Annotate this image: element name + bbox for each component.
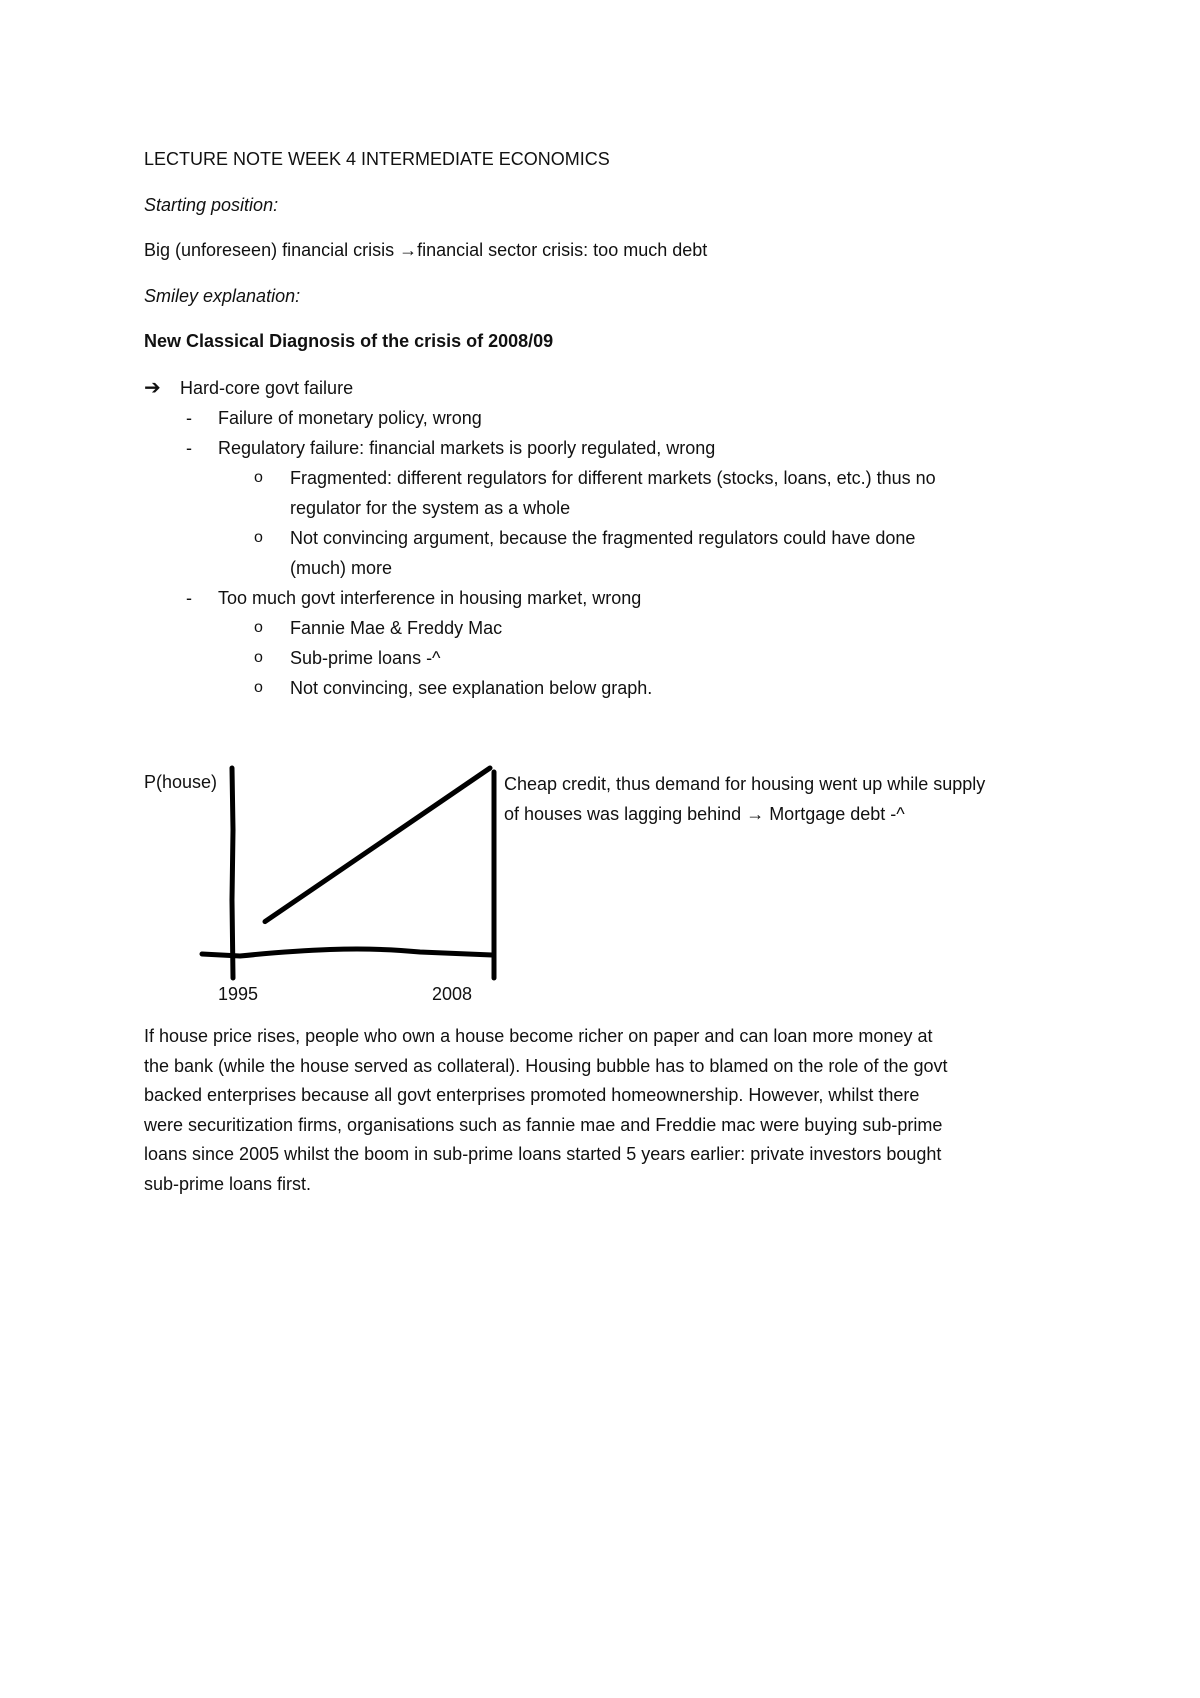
x-tick-label: 2008 [432, 984, 473, 1004]
circle-bullet: o [254, 679, 263, 696]
list-item-text: Fannie Mae & Freddy Mac [290, 618, 503, 638]
list-item-text: Not convincing argument, because the fragmented regulators could have done [290, 528, 916, 548]
list-item-text: Too much govt interference in housing market, wrong [218, 588, 642, 608]
smiley-explanation-label: Smiley explanation: [144, 286, 301, 306]
circle-bullet: o [254, 529, 263, 546]
dash-bullet: - [186, 588, 192, 608]
list-item-text: Not convincing, see explanation below graph. [290, 678, 653, 698]
list-item-text: Sub-prime loans -^ [290, 648, 441, 668]
paragraph-line: loans since 2005 whilst the boom in sub-prime loans started 5 years earlier: private investors bought [144, 1144, 942, 1164]
arrow-bullet-icon: ➔ [144, 377, 161, 399]
dash-bullet: - [186, 408, 192, 428]
price-series-line [265, 768, 490, 922]
right-arrow-icon: → [746, 804, 765, 824]
list-item-text: Fragmented: different regulators for different markets (stocks, loans, etc.) thus no [290, 468, 936, 488]
crisis-text: Big (unforeseen) financial crisis [144, 240, 400, 260]
paragraph-line: sub-prime loans first. [144, 1173, 312, 1194]
y-axis-line [232, 768, 233, 978]
list-item-text: Failure of monetary policy, wrong [218, 408, 482, 428]
section-heading: New Classical Diagnosis of the crisis of 2008/09 [144, 331, 554, 351]
paragraph-line: the bank (while the house served as collateral). Housing bubble has to blamed on the role of the govt [144, 1055, 948, 1076]
list-item-text: Regulatory failure: financial markets is poorly regulated, wrong [218, 438, 716, 458]
annotation-line: Cheap credit, thus demand for housing went up while supply [504, 774, 986, 794]
right-arrow-icon: → [399, 240, 418, 260]
x-axis-line [202, 949, 492, 956]
annotation-text: of houses was lagging behind [504, 804, 747, 824]
circle-bullet: o [254, 649, 263, 666]
annotation-line [504, 799, 985, 829]
paragraph-line: backed enterprises because all govt enterprises promoted homeownership. However, whilst there [144, 1085, 920, 1105]
list-item-text: (much) more [290, 558, 393, 578]
graph-annotation [504, 769, 985, 829]
list-item-text: Hard-core govt failure [180, 378, 354, 398]
starting-position-label: Starting position: [144, 195, 279, 215]
paragraph-line: were securitization firms, organisations such as fannie mae and Freddie mac were buying sub-prime [144, 1114, 943, 1135]
circle-bullet: o [254, 469, 263, 486]
circle-bullet: o [254, 619, 263, 636]
dash-bullet: - [186, 438, 192, 458]
crisis-text-continued: financial sector crisis: too much debt [417, 240, 708, 260]
y-axis-label: P(house) [144, 772, 218, 792]
annotation-text: Mortgage debt -^ [764, 804, 905, 824]
paragraph-line: If house price rises, people who own a house become richer on paper and can loan more money at [144, 1026, 933, 1046]
list-item-text: regulator for the system as a whole [290, 498, 571, 518]
explanation-paragraph [144, 1022, 1074, 1199]
document-title: LECTURE NOTE WEEK 4 INTERMEDIATE ECONOMICS [144, 149, 610, 169]
x-tick-label: 1995 [218, 984, 259, 1004]
